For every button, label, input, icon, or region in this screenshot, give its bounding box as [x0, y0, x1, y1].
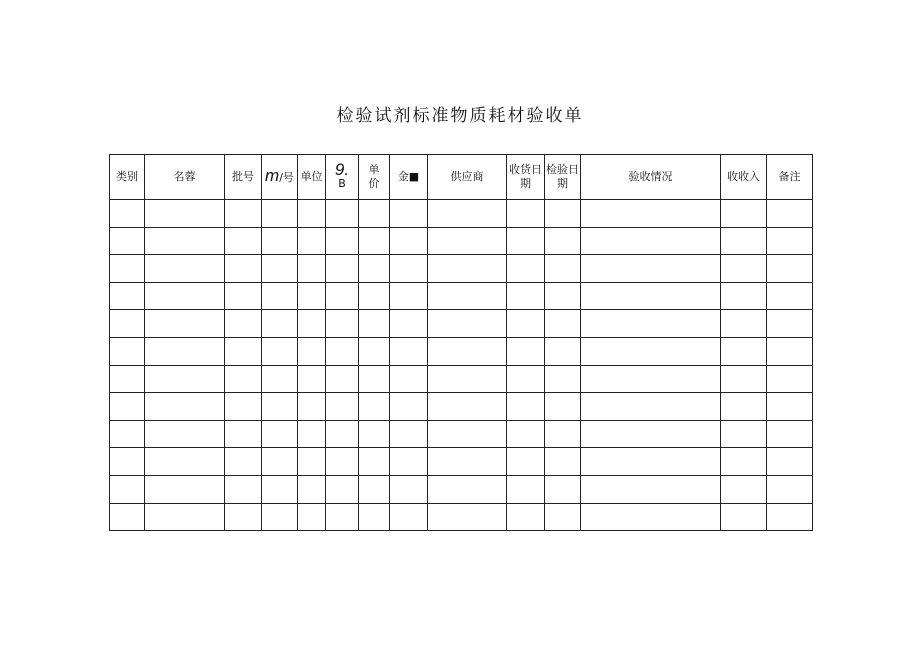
table-cell[interactable]: [545, 255, 581, 283]
table-row: [110, 503, 813, 531]
table-cell[interactable]: [110, 282, 145, 310]
table-cell[interactable]: [326, 393, 359, 421]
table-cell[interactable]: [390, 337, 428, 365]
table-cell[interactable]: [225, 310, 262, 338]
table-cell[interactable]: [225, 282, 262, 310]
table-cell[interactable]: [359, 475, 390, 503]
table-cell[interactable]: [428, 448, 507, 476]
table-cell[interactable]: [721, 310, 767, 338]
table-body: [110, 200, 813, 531]
table-cell[interactable]: [581, 475, 721, 503]
table-cell[interactable]: [767, 365, 813, 393]
table-cell[interactable]: [298, 282, 326, 310]
table-row: [110, 255, 813, 283]
table-cell[interactable]: [298, 227, 326, 255]
table-cell[interactable]: [507, 393, 545, 421]
table-cell[interactable]: [298, 503, 326, 531]
table-cell[interactable]: [326, 448, 359, 476]
table-cell[interactable]: [545, 420, 581, 448]
table-cell[interactable]: [721, 420, 767, 448]
header-quantity-line1: 9.: [334, 160, 350, 179]
table-cell[interactable]: [145, 503, 225, 531]
table-cell[interactable]: [428, 337, 507, 365]
table-cell[interactable]: [507, 475, 545, 503]
table-cell[interactable]: [545, 337, 581, 365]
table-cell[interactable]: [262, 365, 298, 393]
table-cell[interactable]: [428, 310, 507, 338]
header-acceptance: 验收情况: [581, 155, 721, 200]
acceptance-table: [109, 154, 813, 531]
table-cell[interactable]: [110, 337, 145, 365]
table-cell[interactable]: [581, 393, 721, 421]
header-batch: 批号: [225, 155, 262, 200]
header-category: 类别: [110, 155, 145, 200]
table-cell[interactable]: [721, 255, 767, 283]
table-cell[interactable]: [145, 420, 225, 448]
table-row: [110, 365, 813, 393]
table-cell[interactable]: [507, 200, 545, 228]
table-cell[interactable]: [545, 448, 581, 476]
table-cell[interactable]: [767, 420, 813, 448]
table-cell[interactable]: [326, 310, 359, 338]
table-cell[interactable]: [545, 393, 581, 421]
table-cell[interactable]: [225, 448, 262, 476]
table-cell[interactable]: [390, 200, 428, 228]
table-cell[interactable]: [326, 337, 359, 365]
table-cell[interactable]: [298, 337, 326, 365]
table-cell[interactable]: [298, 475, 326, 503]
table-cell[interactable]: [767, 310, 813, 338]
table-cell[interactable]: [428, 227, 507, 255]
table-cell[interactable]: [326, 503, 359, 531]
table-cell[interactable]: [145, 200, 225, 228]
table-cell[interactable]: [390, 420, 428, 448]
table-cell[interactable]: [767, 475, 813, 503]
table-cell[interactable]: [359, 337, 390, 365]
table-cell[interactable]: [110, 393, 145, 421]
table-cell[interactable]: [262, 310, 298, 338]
table-cell[interactable]: [359, 393, 390, 421]
table-cell[interactable]: [581, 420, 721, 448]
table-cell[interactable]: [721, 448, 767, 476]
header-quantity: [326, 155, 359, 200]
table-cell[interactable]: [145, 255, 225, 283]
table-cell[interactable]: [110, 200, 145, 228]
table-cell[interactable]: [581, 200, 721, 228]
table-cell[interactable]: [721, 503, 767, 531]
table-cell[interactable]: [359, 310, 390, 338]
table-cell[interactable]: [390, 475, 428, 503]
header-receipt-date-line1: 收货日: [509, 163, 542, 176]
table-row: [110, 337, 813, 365]
table-row: [110, 420, 813, 448]
table-cell[interactable]: [262, 393, 298, 421]
table-cell[interactable]: [359, 448, 390, 476]
table-cell[interactable]: [507, 310, 545, 338]
table-cell[interactable]: [326, 365, 359, 393]
table-cell[interactable]: [359, 282, 390, 310]
table-cell[interactable]: [428, 393, 507, 421]
table-cell[interactable]: [390, 227, 428, 255]
table-cell[interactable]: [145, 310, 225, 338]
table-row: [110, 227, 813, 255]
table-cell[interactable]: [721, 475, 767, 503]
table-cell[interactable]: [581, 310, 721, 338]
table-cell[interactable]: [545, 310, 581, 338]
table-cell[interactable]: [225, 255, 262, 283]
table-cell[interactable]: [767, 200, 813, 228]
header-name: 名蓉: [145, 155, 225, 200]
table-cell[interactable]: [721, 365, 767, 393]
header-inspection-date: [545, 155, 581, 200]
table-cell[interactable]: [767, 393, 813, 421]
table-cell[interactable]: [767, 282, 813, 310]
header-model-prefix: m: [265, 166, 280, 185]
table-cell[interactable]: [390, 503, 428, 531]
table-cell[interactable]: [545, 282, 581, 310]
table-cell[interactable]: [262, 475, 298, 503]
table-cell[interactable]: [298, 393, 326, 421]
table-cell[interactable]: [225, 337, 262, 365]
table-cell[interactable]: [326, 282, 359, 310]
table-cell[interactable]: [225, 200, 262, 228]
table-cell[interactable]: [428, 282, 507, 310]
table-cell[interactable]: [298, 448, 326, 476]
header-inspection-date-line1: 检验日: [546, 163, 579, 176]
table-cell[interactable]: [507, 255, 545, 283]
table-cell[interactable]: [262, 200, 298, 228]
table-cell[interactable]: [110, 448, 145, 476]
table-cell[interactable]: [262, 420, 298, 448]
table-cell[interactable]: [326, 255, 359, 283]
table-cell[interactable]: [326, 475, 359, 503]
table-cell[interactable]: [359, 503, 390, 531]
table-cell[interactable]: [359, 420, 390, 448]
table-row: [110, 282, 813, 310]
table-cell[interactable]: [767, 255, 813, 283]
header-quantity-line2: B: [338, 177, 346, 190]
table-row: [110, 475, 813, 503]
table-cell[interactable]: [145, 475, 225, 503]
table-cell[interactable]: [359, 255, 390, 283]
header-receipt-date-line2: 期: [520, 177, 531, 190]
table-cell[interactable]: [359, 200, 390, 228]
header-amount: 金■: [390, 155, 428, 200]
header-inspection-date-line2: 期: [557, 177, 568, 190]
table-cell[interactable]: [298, 310, 326, 338]
table-cell[interactable]: [428, 255, 507, 283]
table-cell[interactable]: [262, 282, 298, 310]
table-cell[interactable]: [225, 227, 262, 255]
table-cell[interactable]: [721, 393, 767, 421]
table-cell[interactable]: [545, 503, 581, 531]
table-cell[interactable]: [262, 337, 298, 365]
table-cell[interactable]: [721, 282, 767, 310]
table-cell[interactable]: [110, 227, 145, 255]
table-cell[interactable]: [145, 227, 225, 255]
table-cell[interactable]: [581, 255, 721, 283]
table-cell[interactable]: [110, 475, 145, 503]
header-remarks: 备注: [767, 155, 813, 200]
table-cell[interactable]: [428, 503, 507, 531]
table-cell[interactable]: [110, 420, 145, 448]
table-cell[interactable]: [390, 310, 428, 338]
document-title: 检验试剂标准物质耗材验收单: [336, 106, 584, 126]
table-cell[interactable]: [145, 365, 225, 393]
table-cell[interactable]: [298, 365, 326, 393]
table-row: [110, 448, 813, 476]
table-cell[interactable]: [225, 475, 262, 503]
table-cell[interactable]: [581, 337, 721, 365]
table-cell[interactable]: [581, 448, 721, 476]
header-receipt-date: [507, 155, 545, 200]
table-cell[interactable]: [390, 448, 428, 476]
table-cell[interactable]: [298, 200, 326, 228]
table-cell[interactable]: [359, 365, 390, 393]
table-cell[interactable]: [225, 503, 262, 531]
table-cell[interactable]: [581, 227, 721, 255]
table-cell[interactable]: [298, 420, 326, 448]
table-cell[interactable]: [581, 503, 721, 531]
table-cell[interactable]: [390, 365, 428, 393]
table-cell[interactable]: [262, 227, 298, 255]
table-cell[interactable]: [326, 420, 359, 448]
table-cell[interactable]: [545, 227, 581, 255]
table-cell[interactable]: [428, 475, 507, 503]
table-cell[interactable]: [767, 503, 813, 531]
header-price-line2: 价: [368, 177, 380, 190]
table-cell[interactable]: [721, 337, 767, 365]
table-cell[interactable]: [507, 420, 545, 448]
table-cell[interactable]: [507, 282, 545, 310]
table-cell[interactable]: [390, 393, 428, 421]
table-cell[interactable]: [298, 255, 326, 283]
table-cell[interactable]: [767, 337, 813, 365]
table-cell[interactable]: [507, 448, 545, 476]
table-cell[interactable]: [262, 448, 298, 476]
header-price-line1: 单: [368, 163, 380, 176]
table-cell[interactable]: [145, 448, 225, 476]
table-cell[interactable]: [262, 503, 298, 531]
table-cell[interactable]: [581, 282, 721, 310]
table-cell[interactable]: [110, 365, 145, 393]
table-cell[interactable]: [145, 393, 225, 421]
table-cell[interactable]: [390, 282, 428, 310]
table-cell[interactable]: [428, 420, 507, 448]
header-supplier: 供应商: [428, 155, 507, 200]
table-cell[interactable]: [225, 393, 262, 421]
table-cell[interactable]: [110, 255, 145, 283]
header-unit: 单位: [298, 155, 326, 200]
table-cell[interactable]: [359, 227, 390, 255]
table-cell[interactable]: [225, 420, 262, 448]
table-row: [110, 200, 813, 228]
table-cell[interactable]: [326, 200, 359, 228]
table-cell[interactable]: [428, 365, 507, 393]
header-price: [359, 155, 390, 200]
table-cell[interactable]: [262, 255, 298, 283]
table-cell[interactable]: [507, 503, 545, 531]
table-cell[interactable]: [545, 365, 581, 393]
table-cell[interactable]: [390, 255, 428, 283]
table-cell[interactable]: [545, 475, 581, 503]
table-cell[interactable]: [581, 365, 721, 393]
header-receiver: 收收入: [721, 155, 767, 200]
table-cell[interactable]: [721, 227, 767, 255]
table-cell[interactable]: [507, 227, 545, 255]
table-cell[interactable]: [767, 448, 813, 476]
table-cell[interactable]: [507, 365, 545, 393]
header-model: [262, 155, 298, 200]
header-model-suffix: /号: [279, 171, 294, 184]
table-cell[interactable]: [507, 337, 545, 365]
table-row: [110, 393, 813, 421]
table-cell[interactable]: [545, 200, 581, 228]
table-cell[interactable]: [326, 227, 359, 255]
table-cell[interactable]: [767, 227, 813, 255]
table-cell[interactable]: [225, 365, 262, 393]
table-row: [110, 310, 813, 338]
table-cell[interactable]: [145, 337, 225, 365]
table-cell[interactable]: [110, 503, 145, 531]
table-cell[interactable]: [428, 200, 507, 228]
header-row: [110, 155, 813, 200]
table-cell[interactable]: [145, 282, 225, 310]
table-cell[interactable]: [110, 310, 145, 338]
table-cell[interactable]: [721, 200, 767, 228]
